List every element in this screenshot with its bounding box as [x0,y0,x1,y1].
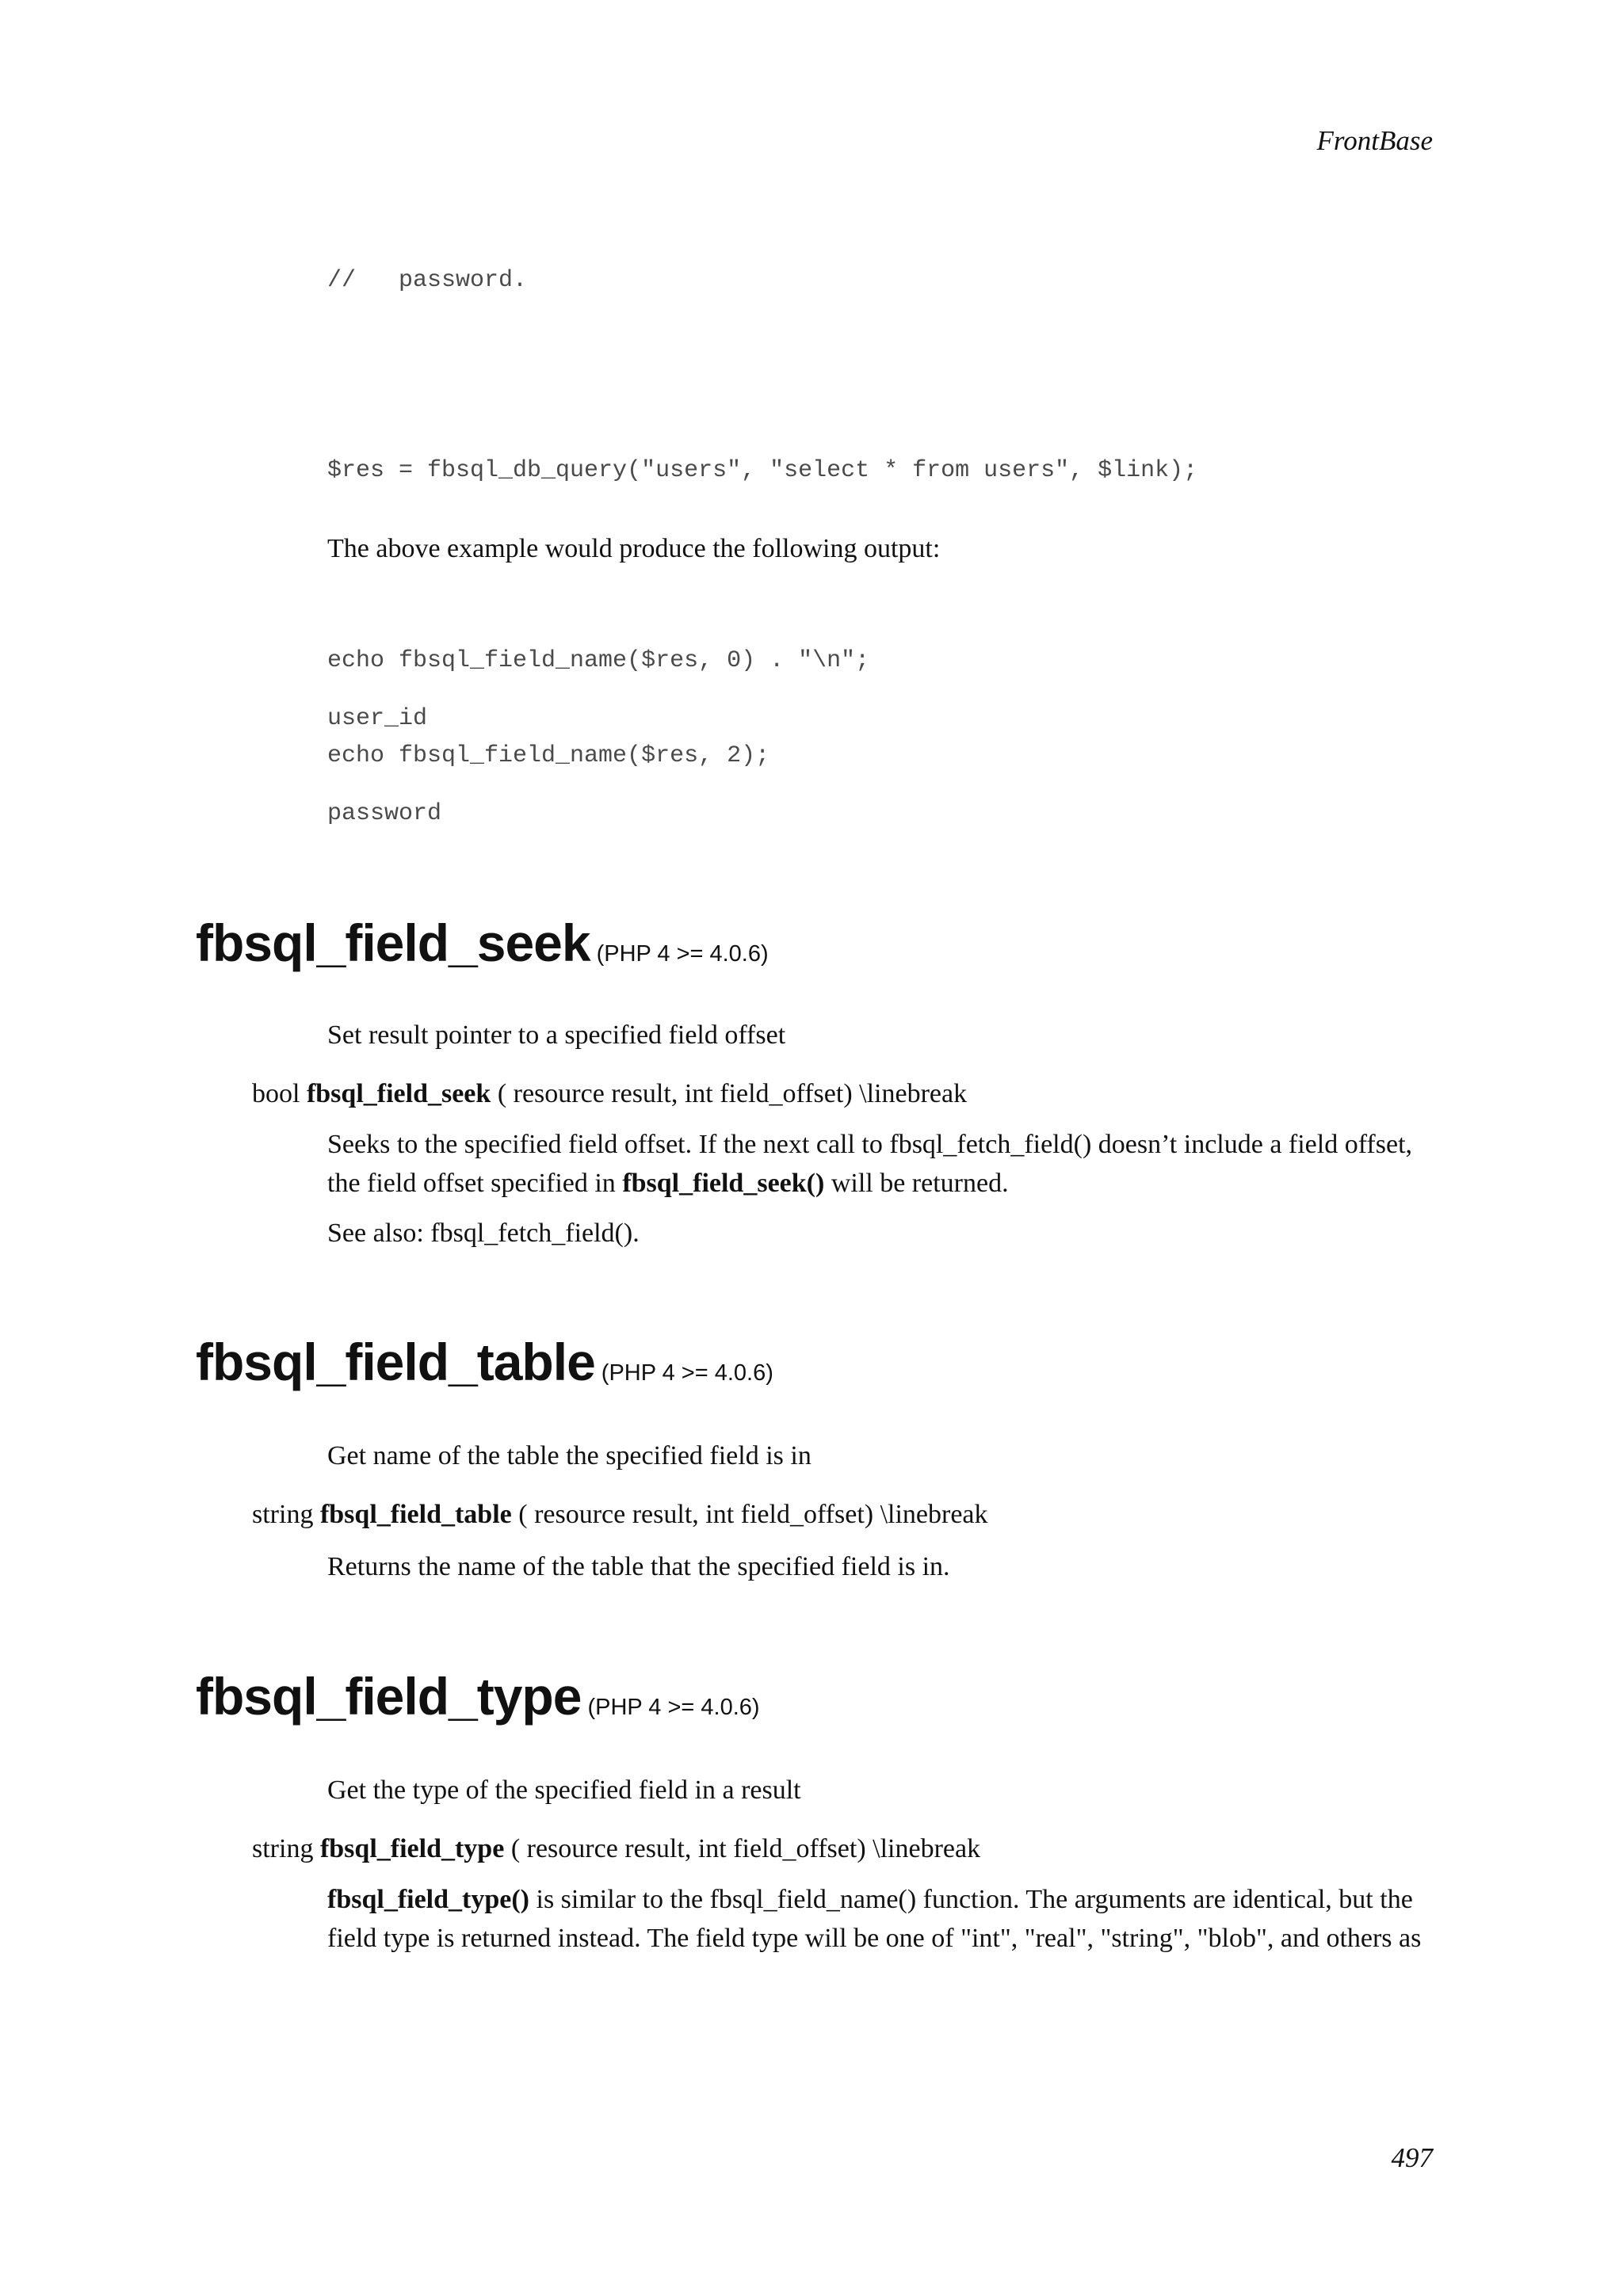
description-line: fbsql_field_type() is similar to the fbsql_field_name() function. The arguments are identical, but the [327,1885,1413,1914]
synopsis-function-name: fbsql_field_table [319,1500,512,1529]
synopsis-function-name: fbsql_field_type [319,1834,505,1863]
function-description: Returns the name of the table that the specified field is in. [327,1552,950,1581]
section-heading-field-table [196,1332,773,1392]
function-name: fbsql_field_table [196,1333,595,1391]
code-line: user_id [327,705,428,732]
code-line: password [327,800,442,827]
page-number: 497 [1391,2142,1433,2173]
section-heading-field-seek [196,913,769,973]
function-name: fbsql_field_type [196,1667,582,1726]
function-purpose: Get the type of the specified field in a result [327,1775,801,1805]
inline-function-ref: fbsql_field_seek() [622,1169,825,1198]
inline-function-ref: fbsql_field_type() [327,1885,529,1914]
code-block-example [327,201,1197,803]
synopsis-args: ( resource result, int field_offset) \linebreak [518,1500,988,1529]
php-version: (PHP 4 >= 4.0.6) [587,1695,760,1720]
function-description [327,1125,1437,1203]
section-heading-field-type [196,1666,760,1726]
code-line: $res = fbsql_db_query("users", "select * from users", $link); [327,457,1198,484]
function-synopsis [252,1834,980,1864]
function-description [327,1880,1437,1958]
synopsis-args: ( resource result, int field_offset) \linebreak [510,1834,981,1863]
see-also-text: See also: fbsql_fetch_field(). [327,1219,640,1248]
php-version: (PHP 4 >= 4.0.6) [601,1360,773,1386]
function-synopsis [252,1079,967,1109]
code-line: echo fbsql_field_name($res, 2); [327,742,770,769]
code-line: echo fbsql_field_name($res, 0) . "\n"; [327,647,870,674]
code-line [327,360,1197,391]
return-type: string [252,1834,314,1863]
description-line: field type is returned instead. The field type will be one of "int", "real", "string", "blob", and others as [327,1924,1422,1953]
output-intro-text: The above example would produce the following output: [327,534,941,563]
return-type: string [252,1500,314,1529]
synopsis-args: ( resource result, int field_offset) \linebreak [497,1079,968,1108]
function-purpose: Set result pointer to a specified field offset [327,1020,786,1050]
description-line: Seeks to the specified field offset. If the next call to fbsql_fetch_field() doesn’t include a field offset, [327,1130,1413,1159]
function-purpose: Get name of the table the specified field is in [327,1441,812,1470]
description-line: the field offset specified in fbsql_field_seek() will be returned. [327,1169,1009,1198]
code-block-output [327,639,441,861]
code-line: // password. [327,267,528,294]
return-type: bool [252,1079,300,1108]
running-header: FrontBase [1316,125,1433,156]
function-synopsis [252,1500,988,1530]
php-version: (PHP 4 >= 4.0.6) [596,941,769,967]
synopsis-function-name: fbsql_field_seek [306,1079,491,1108]
function-name: fbsql_field_seek [196,913,590,972]
